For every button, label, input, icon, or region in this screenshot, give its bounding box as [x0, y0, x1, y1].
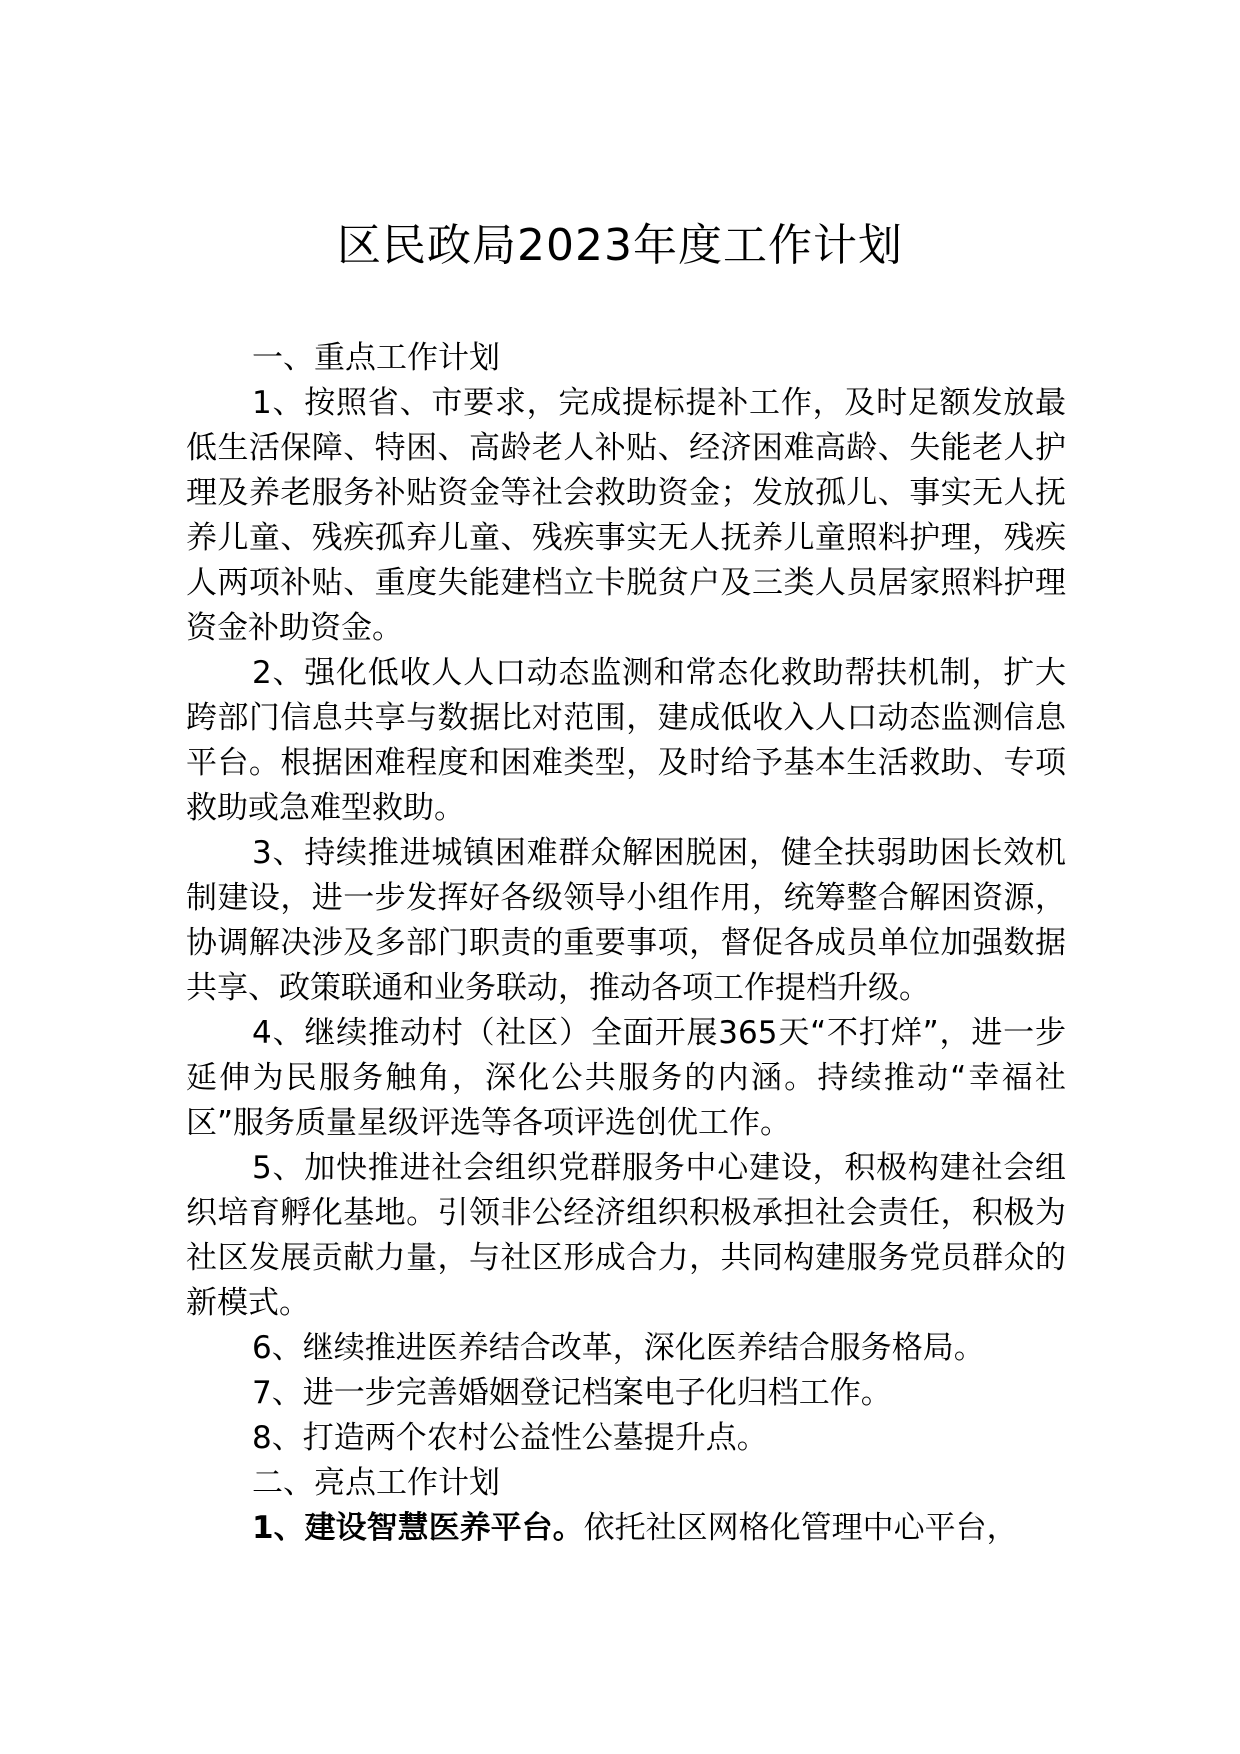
document-body: [186, 336, 1066, 1551]
list-item: 7、进一步完善婚姻登记档案电子化归档工作。: [252, 1375, 892, 1411]
list-item: 2、强化低收人人口动态监测和常态化救助帮扶机制，扩大跨部门信息共享与数据比对范围，建成低收入人口动态监测信息平台。根据困难程度和困难类型，及时给予基本生活救助、专项救助或急难型救助。: [186, 655, 1066, 826]
highlight-item-title: 1、建设智慧医养平台。: [252, 1510, 584, 1546]
highlight-item-text: 依托社区网格化管理中心平台，: [583, 1510, 1018, 1546]
list-item: 1、按照省、市要求，完成提标提补工作，及时足额发放最低生活保障、特困、高龄老人补贴、经济困难高龄、失能老人护理及养老服务补贴资金等社会救助资金；发放孤儿、事实无人抚养儿童、残疾孤弃儿童、残疾事实无人抚养儿童照料护理，残疾人两项补贴、重度失能建档立卡脱贫户及三类人员居家照料护理资金补助资金。: [186, 385, 1066, 646]
list-item: 5、加快推进社会组织党群服务中心建设，积极构建社会组织培育孵化基地。引领非公经济组织积极承担社会责任，积极为社区发展贡献力量，与社区形成合力，共同构建服务党员群众的新模式。: [186, 1150, 1066, 1321]
list-item: 8、打造两个农村公益性公墓提升点。: [252, 1420, 768, 1456]
section-heading-key-work: 一、重点工作计划: [252, 340, 500, 376]
list-item: 3、持续推进城镇困难群众解困脱困，健全扶弱助困长效机制建设，进一步发挥好各级领导小组作用，统筹整合解困资源，协调解决涉及多部门职责的重要事项，督促各成员单位加强数据共享、政策联通和业务联动，推动各项工作提档升级。: [186, 835, 1066, 1006]
highlight-item: [186, 1506, 1066, 1551]
list-item: 4、继续推动村（社区）全面开展365天“不打烊”，进一步延伸为民服务触角，深化公共服务的内涵。持续推动“幸福社区”服务质量星级评选等各项评选创优工作。: [186, 1015, 1066, 1141]
list-item: 6、继续推进医养结合改革，深化医养结合服务格局。: [252, 1330, 985, 1366]
section-heading-highlight-work: 二、亮点工作计划: [252, 1465, 500, 1501]
document-title: 区民政局2023年度工作计划: [337, 220, 903, 271]
